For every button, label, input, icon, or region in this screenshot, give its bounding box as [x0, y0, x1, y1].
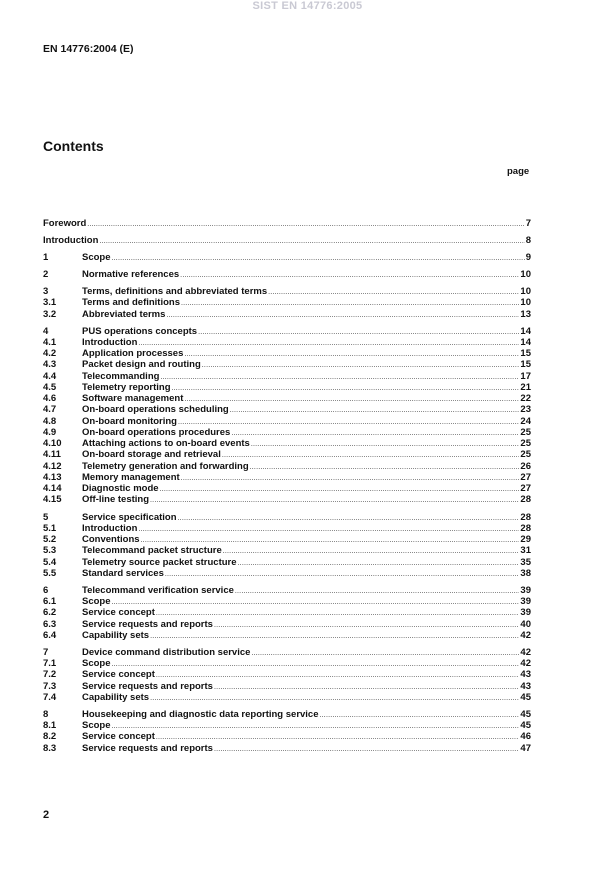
toc-entry[interactable] [43, 534, 531, 545]
dot-leader [202, 360, 520, 371]
toc-entry-number: 7.3 [43, 680, 57, 692]
toc-entry-number: 4.15 [43, 494, 62, 506]
toc-entry[interactable] [43, 461, 531, 472]
toc-entry-number: 4.6 [43, 393, 57, 405]
toc-entry-title: On-board storage and retrieval [82, 449, 221, 461]
toc-entry-title: Application processes [82, 348, 184, 360]
dot-leader [138, 524, 519, 535]
toc-entry-number: 6 [43, 584, 49, 596]
toc-entry[interactable] [43, 449, 531, 460]
toc-entry-number: 5.5 [43, 567, 57, 579]
toc-entry-number: 4.1 [43, 336, 57, 348]
toc-entry-title: Packet design and routing [82, 359, 201, 371]
toc-entry-title: On-board operations procedures [82, 426, 231, 438]
toc-entry-page: 13 [520, 308, 531, 320]
dot-leader [160, 484, 520, 495]
dot-leader [184, 394, 519, 405]
toc-entry[interactable] [43, 218, 531, 229]
toc-entry-number: 4.7 [43, 404, 57, 416]
toc-entry-title: On-board monitoring [82, 415, 177, 427]
dot-leader [166, 310, 519, 321]
toc-entry-page: 10 [520, 297, 531, 309]
dot-leader [222, 450, 520, 461]
toc-entry[interactable] [43, 359, 531, 370]
toc-entry-title: On-board operations scheduling [82, 404, 229, 416]
toc-entry-title: Service requests and reports [82, 742, 213, 754]
toc-entry-page: 42 [520, 646, 531, 658]
toc-entry-page: 25 [520, 426, 531, 438]
dot-leader [223, 546, 520, 557]
dot-leader [250, 462, 520, 473]
toc-entry-page: 8 [525, 235, 531, 247]
toc-entry-page: 42 [520, 658, 531, 670]
toc-entry-number: 8 [43, 708, 49, 720]
toc-entry[interactable] [43, 647, 531, 658]
toc-entry-page: 39 [520, 607, 531, 619]
toc-entry-title: Attaching actions to on-board events [82, 438, 250, 450]
toc-entry-number: 4.3 [43, 359, 57, 371]
toc-entry-page: 10 [520, 269, 531, 281]
toc-entry-page: 25 [520, 449, 531, 461]
watermark: SIST EN 14776:2005 [252, 0, 363, 12]
toc-entry-page: 28 [520, 494, 531, 506]
toc-entry-number: 1 [43, 252, 49, 264]
toc-entry-number: 8.3 [43, 742, 57, 754]
toc-entry-page: 27 [520, 471, 531, 483]
dot-leader [99, 236, 524, 247]
toc-entry[interactable] [43, 472, 531, 483]
toc-section-group [43, 512, 531, 580]
toc-entry-number: 4.10 [43, 438, 62, 450]
dot-leader [268, 287, 519, 298]
toc-entry[interactable] [43, 337, 531, 348]
toc-entry-page: 38 [520, 567, 531, 579]
toc-entry-page: 47 [520, 742, 531, 754]
document-identifier: EN 14776:2004 (E) [43, 43, 134, 55]
toc-entry-number: 5.3 [43, 545, 57, 557]
toc-entry[interactable] [43, 669, 531, 680]
dot-leader [150, 495, 519, 506]
toc-entry[interactable] [43, 692, 531, 703]
toc-entry-number: 7.2 [43, 669, 57, 681]
toc-entry-number: 8.1 [43, 720, 57, 732]
toc-entry-number: 4.5 [43, 381, 57, 393]
toc-entry-title: Scope [82, 596, 111, 608]
toc-entry-title: Telemetry reporting [82, 381, 171, 393]
toc-entry-number: 6.1 [43, 596, 57, 608]
toc-entry-page: 27 [520, 483, 531, 495]
toc-entry-number: 4.4 [43, 370, 57, 382]
toc-entry-title: Telecommand packet structure [82, 545, 222, 557]
toc-entry-number: 4.9 [43, 426, 57, 438]
toc-entry[interactable] [43, 630, 531, 641]
toc-entry-title: Terms, definitions and abbreviated terms [82, 286, 268, 298]
toc-entry-title: Off-line testing [82, 494, 150, 506]
contents-title: Contents [43, 138, 104, 154]
toc-section-group [43, 252, 531, 263]
toc-entry-page: 23 [520, 404, 531, 416]
dot-leader [184, 349, 519, 360]
dot-leader [214, 744, 519, 755]
toc-entry-title: Introduction [82, 336, 138, 348]
toc-entry-title: Foreword [43, 218, 87, 229]
toc-entry-number: 6.3 [43, 618, 57, 630]
dot-leader [251, 648, 519, 659]
toc-entry[interactable] [43, 596, 531, 607]
toc-entry-number: 4.13 [43, 471, 62, 483]
toc-entry[interactable] [43, 348, 531, 359]
toc-entry[interactable] [43, 269, 531, 280]
toc-entry-title: Introduction [82, 522, 138, 534]
toc-entry-page: 9 [525, 252, 531, 264]
page-column-heading: page [507, 166, 530, 177]
dot-leader [214, 682, 519, 693]
toc-entry-page: 15 [520, 348, 531, 360]
dot-leader [178, 513, 520, 524]
toc-entry-page: 35 [520, 556, 531, 568]
toc-entry-title: Abbreviated terms [82, 308, 166, 320]
toc-entry-title: Service concept [82, 669, 155, 681]
dot-leader [112, 721, 520, 732]
toc-entry[interactable] [43, 568, 531, 579]
toc-entry-title: PUS operations concepts [82, 325, 198, 337]
toc-entry-title: Telecommand verification service [82, 584, 234, 596]
toc-entry-page: 42 [520, 629, 531, 641]
toc-entry-title: Service requests and reports [82, 680, 213, 692]
toc-entry[interactable] [43, 557, 531, 568]
toc-entry[interactable] [43, 731, 531, 742]
toc-entry-page: 31 [520, 545, 531, 557]
toc-entry-number: 4.8 [43, 415, 57, 427]
toc-entry[interactable] [43, 309, 531, 320]
toc-entry[interactable] [43, 404, 531, 415]
toc-entry-title: Conventions [82, 534, 140, 546]
dot-leader [112, 659, 520, 670]
toc-entry[interactable] [43, 252, 531, 263]
toc-entry-title: Service requests and reports [82, 618, 213, 630]
toc-entry[interactable] [43, 494, 531, 505]
dot-leader [198, 327, 519, 338]
toc-entry-number: 3.1 [43, 297, 57, 309]
toc-entry-title: Software management [82, 393, 184, 405]
toc-entry-title: Introduction [43, 235, 99, 247]
dot-leader [238, 558, 520, 569]
toc-entry-page: 29 [520, 534, 531, 546]
toc-entry-number: 3.2 [43, 308, 57, 320]
toc-entry-number: 7 [43, 646, 49, 658]
dot-leader [181, 298, 519, 309]
toc-entry-page: 15 [520, 359, 531, 371]
toc-section-group [43, 709, 531, 754]
toc-entry-number: 7.4 [43, 691, 57, 703]
toc-entry[interactable] [43, 607, 531, 618]
dot-leader [138, 338, 519, 349]
toc-entry[interactable] [43, 681, 531, 692]
toc-entry-page: 45 [520, 720, 531, 732]
toc-entry-page: 39 [520, 584, 531, 596]
toc-entry-title: Device command distribution service [82, 646, 251, 658]
toc-entry-title: Terms and definitions [82, 297, 181, 309]
dot-leader [181, 473, 520, 484]
toc-entry-title: Telemetry generation and forwarding [82, 460, 249, 472]
toc-entry[interactable] [43, 619, 531, 630]
toc-entry-title: Normative references [82, 269, 180, 281]
toc-entry-title: Telecommanding [82, 370, 160, 382]
toc-section-group [43, 235, 531, 246]
toc-entry-number: 3 [43, 286, 49, 298]
toc-entry-title: Housekeeping and diagnostic data reporting service [82, 708, 319, 720]
toc-entry-number: 5.4 [43, 556, 57, 568]
toc-entry-title: Standard services [82, 567, 164, 579]
toc-entry-page: 43 [520, 669, 531, 681]
toc-entry-number: 4.14 [43, 483, 62, 495]
toc-entry-page: 40 [520, 618, 531, 630]
toc-entry[interactable] [43, 438, 531, 449]
dot-leader [172, 383, 520, 394]
toc-entry-page: 46 [520, 731, 531, 743]
toc-entry-page: 7 [525, 218, 531, 229]
dot-leader [112, 597, 520, 608]
toc-entry-title: Capability sets [82, 629, 150, 641]
toc-section-group [43, 286, 531, 320]
toc-entry[interactable] [43, 585, 531, 596]
toc-entry-page: 28 [520, 522, 531, 534]
toc-entry-page: 14 [520, 336, 531, 348]
toc-entry-page: 14 [520, 325, 531, 337]
toc-entry-page: 10 [520, 286, 531, 298]
toc-section-group [43, 218, 531, 229]
toc-entry-number: 4.2 [43, 348, 57, 360]
toc-entry-title: Service concept [82, 731, 155, 743]
toc-entry[interactable] [43, 371, 531, 382]
toc-entry[interactable] [43, 743, 531, 754]
toc-entry[interactable] [43, 382, 531, 393]
toc-entry[interactable] [43, 297, 531, 308]
toc-entry-number: 6.2 [43, 607, 57, 619]
page-number: 2 [43, 809, 50, 821]
toc-entry-page: 26 [520, 460, 531, 472]
dot-leader [112, 253, 525, 264]
toc-entry[interactable] [43, 483, 531, 494]
toc-entry[interactable] [43, 720, 531, 731]
toc-entry-number: 5.2 [43, 534, 57, 546]
toc-entry-page: 22 [520, 393, 531, 405]
toc-entry-number: 7.1 [43, 658, 57, 670]
toc-entry-title: Capability sets [82, 691, 150, 703]
toc-entry[interactable] [43, 658, 531, 669]
dot-leader [214, 620, 519, 631]
toc-entry-number: 6.4 [43, 629, 57, 641]
toc-section-group [43, 269, 531, 280]
toc-entry-title: Scope [82, 252, 111, 264]
toc-entry-title: Service concept [82, 607, 155, 619]
dot-leader [150, 693, 519, 704]
toc-entry-title: Scope [82, 720, 111, 732]
toc-entry[interactable] [43, 545, 531, 556]
toc-entry-page: 43 [520, 680, 531, 692]
toc-entry-number: 4 [43, 325, 49, 337]
toc-entry[interactable] [43, 512, 531, 523]
toc-entry-number: 8.2 [43, 731, 57, 743]
toc-section-group [43, 647, 531, 703]
toc-entry-number: 4.12 [43, 460, 62, 472]
toc-entry-page: 21 [520, 381, 531, 393]
dot-leader [160, 372, 519, 383]
table-of-contents [43, 218, 531, 760]
toc-entry-title: Telemetry source packet structure [82, 556, 237, 568]
dot-leader [230, 405, 520, 416]
toc-entry[interactable] [43, 235, 531, 246]
toc-entry-page: 24 [520, 415, 531, 427]
toc-entry-number: 4.11 [43, 449, 61, 461]
toc-entry[interactable] [43, 326, 531, 337]
toc-entry-page: 28 [520, 511, 531, 523]
toc-entry-title: Memory management [82, 471, 180, 483]
toc-entry-number: 2 [43, 269, 49, 281]
toc-section-group [43, 326, 531, 506]
dot-leader [320, 710, 520, 721]
toc-entry-title: Diagnostic mode [82, 483, 159, 495]
toc-entry-page: 25 [520, 438, 531, 450]
toc-entry[interactable] [43, 427, 531, 438]
dot-leader [180, 270, 519, 281]
toc-entry[interactable] [43, 393, 531, 404]
dot-leader [165, 569, 520, 580]
dot-leader [251, 439, 520, 450]
dot-leader [150, 631, 519, 642]
dot-leader [235, 586, 520, 597]
toc-entry-title: Service specification [82, 511, 177, 523]
dot-leader [231, 428, 519, 439]
toc-entry-number: 5 [43, 511, 49, 523]
toc-entry-page: 17 [520, 370, 531, 382]
toc-entry[interactable] [43, 286, 531, 297]
toc-entry[interactable] [43, 523, 531, 534]
toc-entry-page: 45 [520, 691, 531, 703]
toc-entry[interactable] [43, 416, 531, 427]
toc-entry-page: 39 [520, 596, 531, 608]
toc-entry-title: Scope [82, 658, 111, 670]
toc-entry-number: 5.1 [43, 522, 57, 534]
dot-leader [87, 219, 524, 230]
toc-entry[interactable] [43, 709, 531, 720]
toc-entry-page: 45 [520, 708, 531, 720]
toc-section-group [43, 585, 531, 641]
